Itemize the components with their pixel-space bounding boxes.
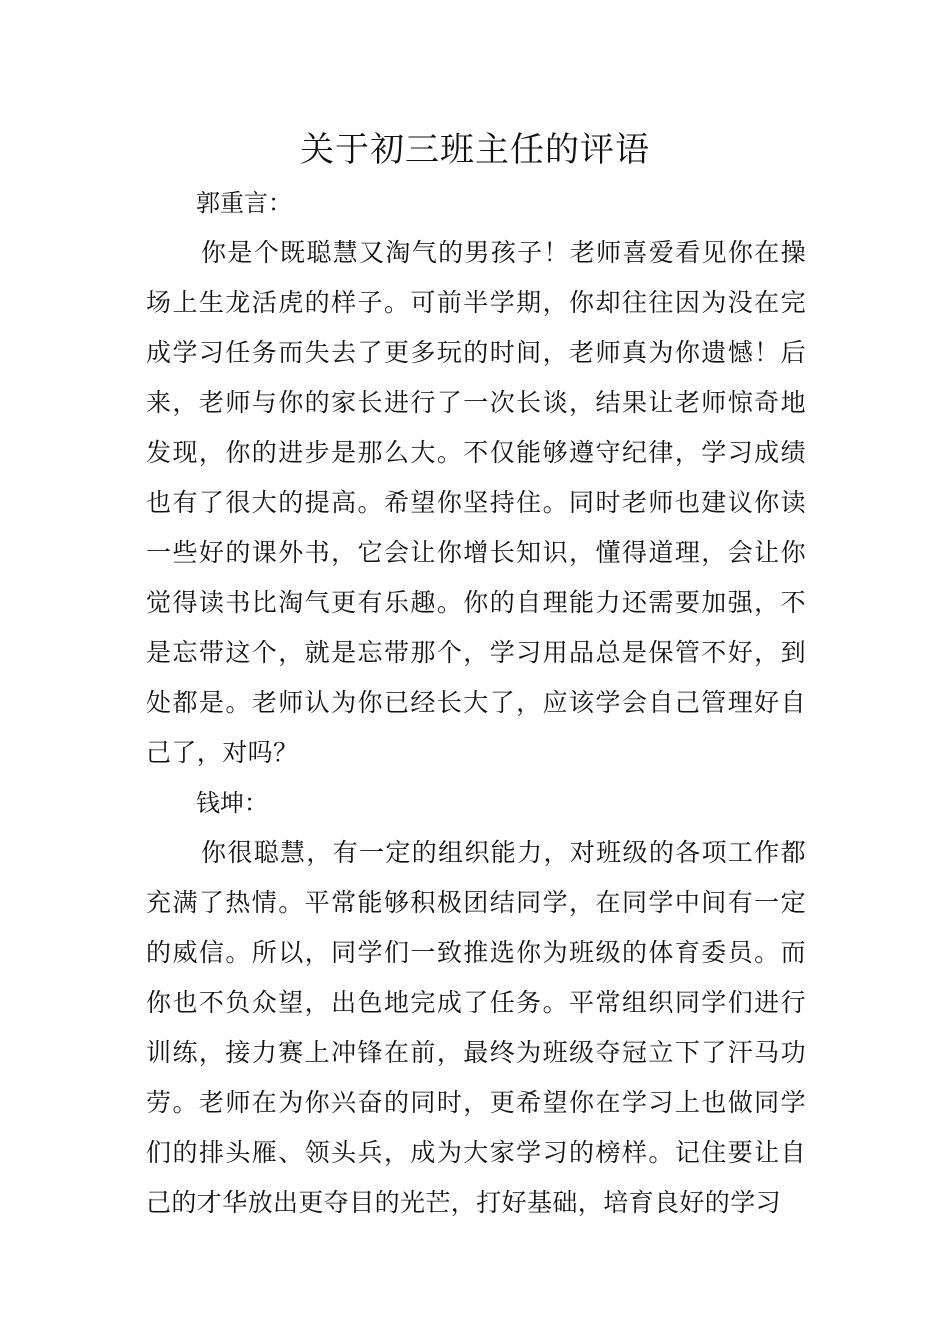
- student-name: 郭重言：: [196, 189, 292, 217]
- document-body: [146, 178, 806, 1228]
- comment-paragraph: 你是个既聪慧又淘气的男孩子！老师喜爱看见你在操场上生龙活虎的样子。可前半学期，你却往往因为没在完成学习任务而失去了更多玩的时间，老师真为你遗憾！后来，老师与你的家长进行了一次长谈，结果让老师惊奇地发现，你的进步是那么大。不仅能够遵守纪律，学习成绩也有了很大的提高。希望你坚持住。同时老师也建议你读一些好的课外书，它会让你增长知识，懂得道理，会让你觉得读书比淘气更有乐趣。你的自理能力还需要加强，不是忘带这个，就是忘带那个，学习用品总是保管不好，到处都是。老师认为你已经长大了，应该学会自己管理好自己了，对吗？: [146, 238, 806, 767]
- comment-paragraph: 你很聪慧，有一定的组织能力，对班级的各项工作都充满了热情。平常能够积极团结同学，在同学中间有一定的威信。所以，同学们一致推选你为班级的体育委员。而你也不负众望，出色地完成了任务。平常组织同学们进行训练，接力赛上冲锋在前，最终为班级夺冠立下了汗马功劳。老师在为你兴奋的同时，更希望你在学习上也做同学们的排头雁、领头兵，成为大家学习的榜样。记住要让自己的才华放出更夺目的光芒，打好基础，培育良好的学习: [146, 838, 806, 1217]
- student-name: 钱坤：: [196, 789, 268, 817]
- document-title: 关于初三班主任的评语: [300, 130, 650, 170]
